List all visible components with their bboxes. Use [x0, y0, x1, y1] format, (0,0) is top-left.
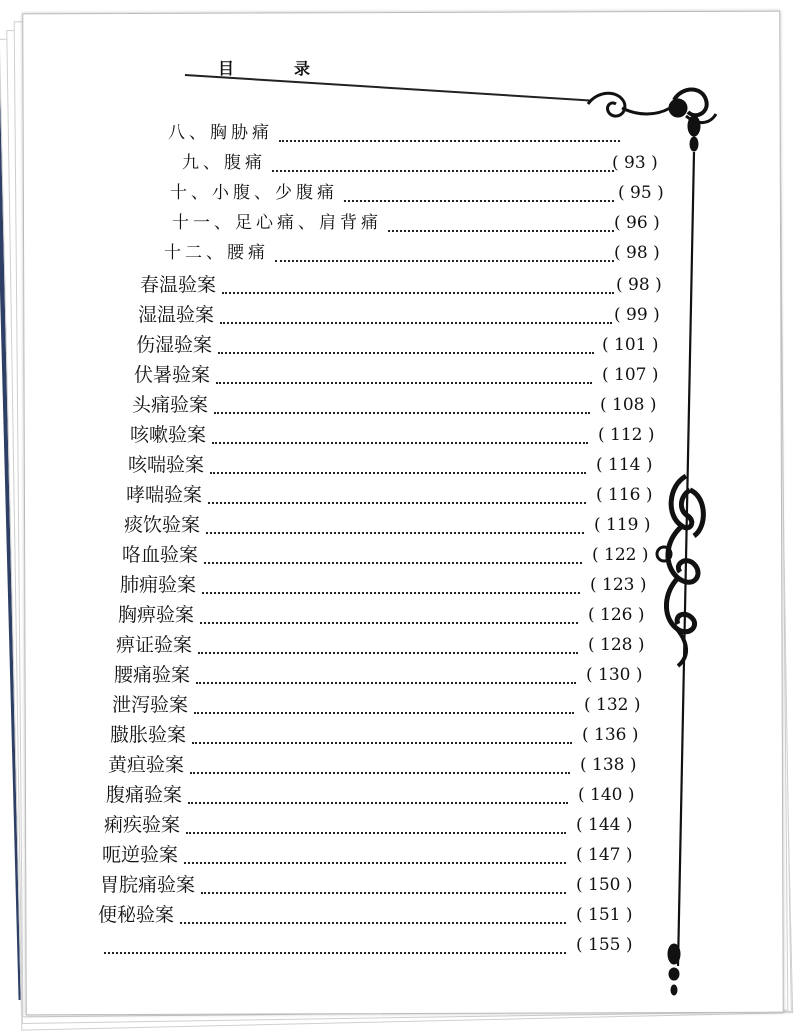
- toc-entry-title: 痹证验案: [116, 634, 193, 656]
- toc-entry-page: ( 122 ): [592, 545, 649, 565]
- toc-entry-page: ( 101 ): [602, 335, 659, 355]
- toc-entry[interactable]: [168, 120, 620, 146]
- toc-leader-dots: [198, 636, 578, 654]
- toc-entry-title: 八、胸胁痛: [168, 123, 273, 143]
- toc-leader-dots: [222, 276, 614, 294]
- toc-entry-page: ( 98 ): [616, 275, 662, 295]
- toc-entry-title: 湿温验案: [138, 304, 215, 326]
- toc-entry-title: 咳喘验案: [128, 454, 205, 476]
- toc-entry-page: ( 114 ): [596, 455, 653, 475]
- toc-leader-dots: [202, 576, 580, 594]
- toc-entry-page: ( 155 ): [576, 935, 633, 955]
- toc-leader-dots: [184, 846, 566, 864]
- toc-entry[interactable]: [110, 722, 652, 748]
- toc-entry-page: ( 93 ): [612, 153, 658, 173]
- toc-entry[interactable]: [116, 632, 658, 658]
- toc-entry-title: 泄泻验案: [112, 694, 189, 716]
- toc-entry-page: ( 147 ): [576, 845, 633, 865]
- toc-entry[interactable]: [124, 512, 664, 538]
- toc-entry[interactable]: [104, 812, 646, 838]
- toc-entry-title: 痰饮验案: [124, 514, 201, 536]
- toc-leader-dots: [344, 184, 614, 202]
- toc-entry-title: 十、小腹、少腹痛: [170, 183, 338, 203]
- toc-entry-page: ( 108 ): [600, 395, 657, 415]
- toc-entry-page: ( 98 ): [614, 243, 660, 263]
- toc-entry[interactable]: [108, 752, 650, 778]
- toc-entry[interactable]: [114, 662, 656, 688]
- toc-entry-page: ( 126 ): [588, 605, 645, 625]
- toc-leader-dots: [186, 816, 566, 834]
- toc-entry[interactable]: [106, 782, 648, 808]
- toc-entry-page: ( 99 ): [614, 305, 660, 325]
- toc-entry[interactable]: [100, 872, 646, 898]
- toc-entry-title: 痢疾验案: [104, 814, 181, 836]
- toc-entry-title: 伏暑验案: [134, 364, 211, 386]
- toc-entry-title: 呃逆验案: [102, 844, 179, 866]
- toc-entry-title: 咳嗽验案: [130, 424, 207, 446]
- toc-entry[interactable]: [102, 842, 646, 868]
- toc-entry-title: 十一、足心痛、肩背痛: [172, 213, 382, 233]
- toc-leader-dots: [275, 244, 614, 262]
- toc-leader-dots: [194, 696, 574, 714]
- toc-leader-dots: [208, 486, 586, 504]
- toc-entry[interactable]: [140, 272, 686, 298]
- toc-entry-page: ( 151 ): [576, 905, 633, 925]
- toc-leader-dots: [188, 786, 568, 804]
- toc-entry[interactable]: [128, 452, 666, 478]
- toc-entry-page: ( 112 ): [598, 425, 655, 445]
- toc-entry-title: 臌胀验案: [110, 724, 187, 746]
- toc-entry-title: 腹痛验案: [106, 784, 183, 806]
- toc-entry[interactable]: [126, 482, 666, 508]
- toc-leader-dots: [190, 756, 570, 774]
- toc-entry-title: 黄疸验案: [108, 754, 185, 776]
- toc-entry[interactable]: [130, 422, 668, 448]
- toc-entry[interactable]: [134, 362, 672, 388]
- toc-entry-title: 哮喘验案: [126, 484, 203, 506]
- toc-leader-dots: [192, 726, 572, 744]
- toc-entry[interactable]: [182, 150, 682, 176]
- toc-entry[interactable]: [122, 542, 662, 568]
- toc-leader-dots: [200, 606, 578, 624]
- toc-leader-dots: [388, 214, 614, 232]
- toc-leader-dots: [216, 366, 592, 384]
- toc-entry-title: 十二、腰痛: [164, 243, 269, 263]
- toc-entry-page: ( 123 ): [590, 575, 647, 595]
- toc-entry-page: ( 136 ): [582, 725, 639, 745]
- toc-entry[interactable]: [172, 210, 684, 236]
- toc-entry-page: ( 116 ): [596, 485, 653, 505]
- toc-entry-title: 伤湿验案: [136, 334, 213, 356]
- toc-leader-dots: [201, 876, 566, 894]
- toc-entry[interactable]: [170, 180, 688, 206]
- toc-leader-dots: [272, 154, 614, 172]
- toc-leader-dots: [220, 306, 612, 324]
- toc-entry-page: ( 95 ): [618, 183, 664, 203]
- toc-entry[interactable]: [98, 902, 646, 928]
- toc-entry-page: ( 107 ): [602, 365, 659, 385]
- toc-entry[interactable]: [132, 392, 670, 418]
- toc-entry[interactable]: [120, 572, 660, 598]
- toc-leader-dots: [204, 546, 582, 564]
- toc-leader-dots: [180, 906, 566, 924]
- toc-leader-dots: [212, 426, 588, 444]
- toc-entry-page: ( 128 ): [588, 635, 645, 655]
- toc-entry[interactable]: [164, 240, 684, 266]
- toc-leader-dots: [196, 666, 576, 684]
- toc-entry-page: ( 150 ): [576, 875, 633, 895]
- toc-entry-page: ( 119 ): [594, 515, 651, 535]
- toc-entry[interactable]: [138, 302, 684, 328]
- toc-entry-title: 九、腹痛: [182, 153, 266, 173]
- toc-leader-dots: [218, 336, 594, 354]
- toc-entry-page: ( 130 ): [586, 665, 643, 685]
- page-header-title: 目 录: [218, 59, 333, 78]
- toc-entry[interactable]: [112, 692, 654, 718]
- toc-entry[interactable]: [118, 602, 658, 628]
- toc-entry-title: 头痛验案: [132, 394, 209, 416]
- toc-entry-page: ( 96 ): [614, 213, 660, 233]
- toc-entry[interactable]: [98, 932, 646, 958]
- toc-leader-dots: [210, 456, 586, 474]
- toc-leader-dots: [279, 124, 620, 142]
- toc-entry-title: 咯血验案: [122, 544, 199, 566]
- toc-entry-title: 胃脘痛验案: [100, 874, 196, 896]
- toc-entry-title: 肺痈验案: [120, 574, 197, 596]
- toc-entry-page: ( 144 ): [576, 815, 633, 835]
- toc-leader-dots: [206, 516, 584, 534]
- toc-leader-dots: [104, 936, 566, 954]
- toc-entry[interactable]: [136, 332, 672, 358]
- toc-entry-page: ( 132 ): [584, 695, 641, 715]
- toc-entry-title: 春温验案: [140, 274, 217, 296]
- toc-leader-dots: [214, 396, 590, 414]
- toc-entry-page: ( 140 ): [578, 785, 635, 805]
- toc-entry-title: 胸痹验案: [118, 604, 195, 626]
- toc-entry-page: ( 138 ): [580, 755, 637, 775]
- toc-entry-title: 便秘验案: [98, 904, 175, 926]
- toc-entry-title: 腰痛验案: [114, 664, 191, 686]
